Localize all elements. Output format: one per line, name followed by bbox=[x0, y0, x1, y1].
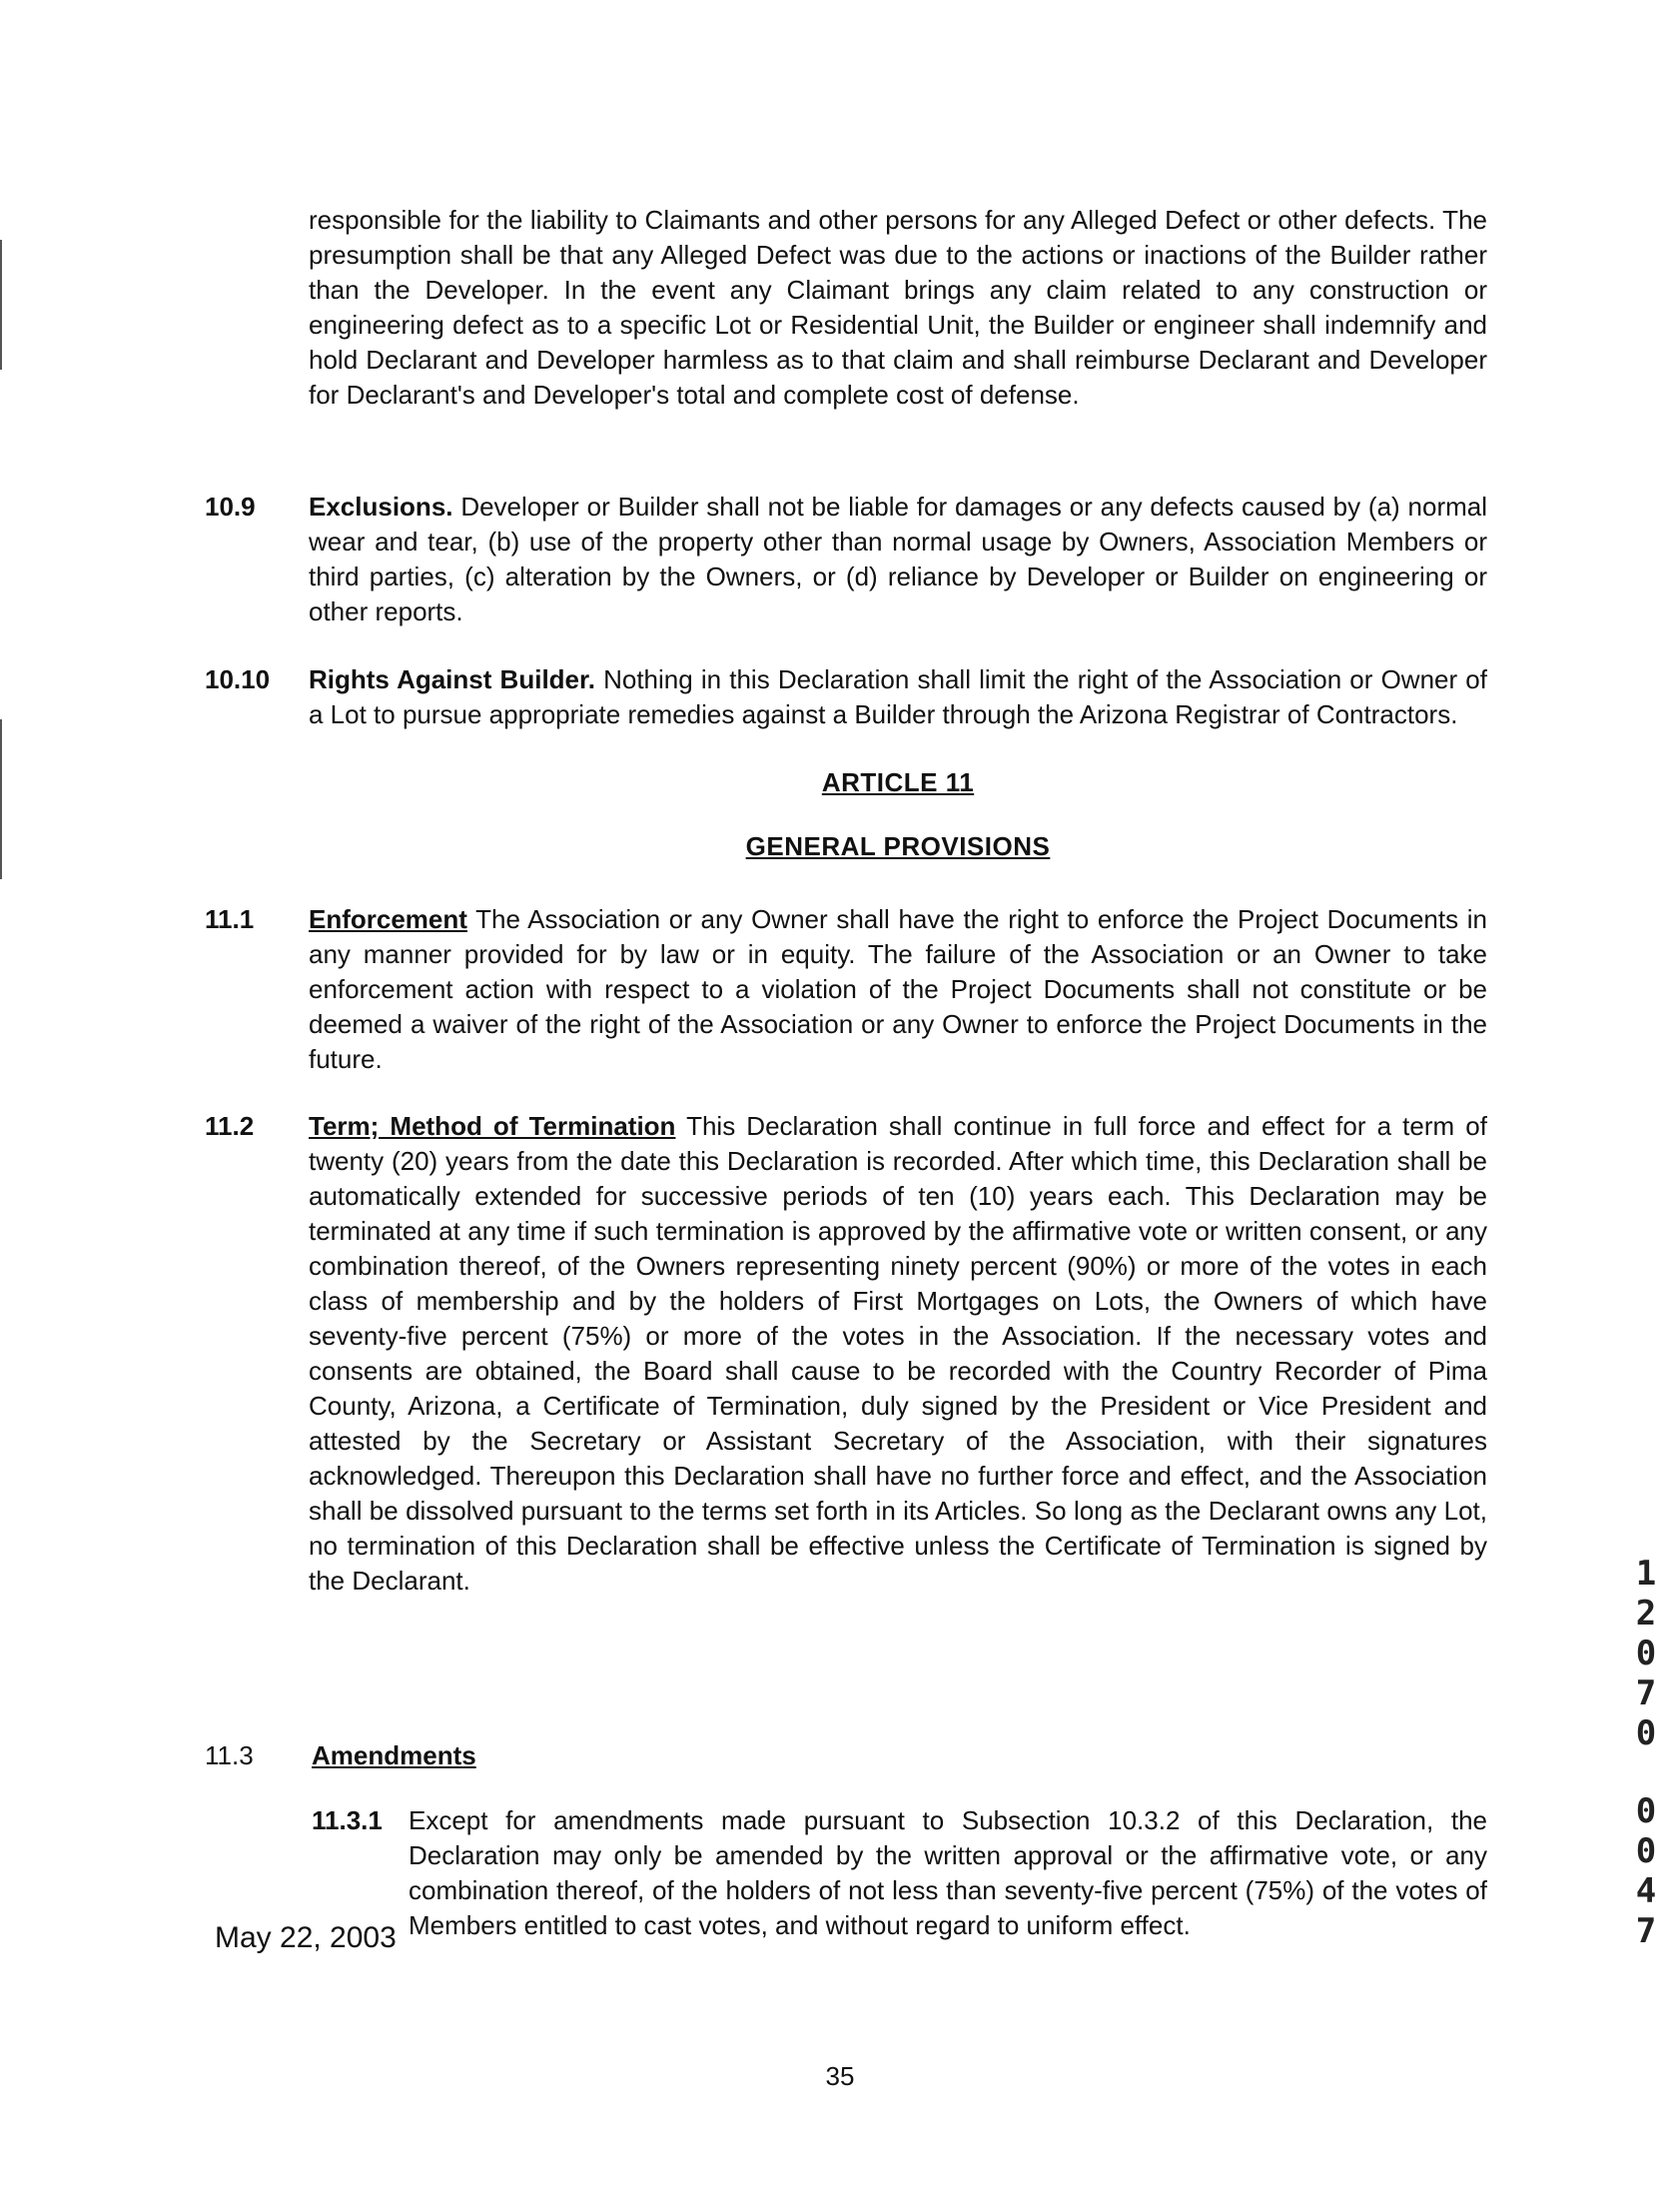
stamp-digit: 0 bbox=[1635, 1831, 1657, 1871]
section-heading-amendments: Amendments bbox=[312, 1740, 476, 1770]
stamp-gap bbox=[1626, 1753, 1666, 1791]
article-title: ARTICLE 11 bbox=[821, 767, 975, 797]
section-number-11-1: 11.1 bbox=[205, 904, 255, 934]
stamp-digit: 1 bbox=[1635, 1554, 1657, 1594]
stamp-digit: 7 bbox=[1635, 1673, 1657, 1713]
section-11-1 bbox=[309, 902, 1487, 1077]
section-text: Developer or Builder shall not be liable for damages or any defects caused by (a) normal wear and tear, (b) use of the property other than normal usage by Owners, Association Members or third parties, (c) alteration by the Owners, or (d) reliance by Developer or Builder on engineering or other reports. bbox=[309, 492, 1487, 626]
section-heading-rights-against-builder: Rights Against Builder. bbox=[309, 664, 595, 694]
section-number-11-3: 11.3 bbox=[205, 1740, 254, 1770]
stamp-digit: 0 bbox=[1635, 1791, 1657, 1831]
scan-mark bbox=[0, 719, 2, 879]
section-heading-term-method-of-termination: Term; Method of Termination bbox=[309, 1111, 676, 1141]
section-number-10-10: 10.10 bbox=[205, 664, 271, 694]
subsection-number: 11.3.1 bbox=[312, 1805, 383, 1835]
subsection-number-11-3-1 bbox=[312, 1803, 402, 1838]
article-subtitle: GENERAL PROVISIONS bbox=[745, 831, 1051, 861]
section-10-10 bbox=[309, 662, 1487, 732]
section-number-11-2: 11.2 bbox=[205, 1111, 255, 1141]
section-11-3 bbox=[312, 1738, 476, 1773]
section-11-2 bbox=[309, 1109, 1487, 1599]
section-text: This Declaration shall continue in full force and effect for a term of twenty (20) years from the date this Declaration is recorded. After which time, this Declaration shall be automatically extended for successive periods of ten (10) years each. This Declaration may be terminated at any time if such termination is approved by the affirmative vote or written consent, or any combination thereof, of the Owners representing ninety percent (90%) or more of the votes in each class of membership and by the holders of First Mortgages on Lots, the Owners of which have seventy-five percent (75%) or more of the votes in the Association. If the necessary votes and consents are obtained, the Board shall cause to be recorded with the Country Recorder of Pima County, Arizona, a Certificate of Termination, duly signed by the President or Vice President and attested by the Secretary or Assistant Secretary of the Association, with their signatures acknowledged. Thereupon this Declaration shall have no further force and effect, and the Association shall be dissolved pursuant to the terms set forth in its Articles. So long as the Declarant owns any Lot, no termination of this Declaration shall be effective unless the Certificate of Termination is signed by the Declarant. bbox=[309, 1111, 1487, 1596]
recording-stamp bbox=[1626, 1554, 1666, 1951]
section-number-10-9: 10.9 bbox=[205, 492, 256, 522]
stamp-digit: 4 bbox=[1635, 1871, 1657, 1911]
stamp-digit: 7 bbox=[1635, 1911, 1657, 1951]
section-10-9 bbox=[309, 490, 1487, 629]
stamp-digit: 2 bbox=[1635, 1594, 1657, 1634]
section-heading-enforcement: Enforcement bbox=[309, 904, 467, 934]
section-heading-exclusions: Exclusions. bbox=[309, 492, 453, 522]
scan-mark bbox=[0, 240, 2, 370]
page-number: 35 bbox=[825, 2061, 855, 2091]
stamp-digit: 0 bbox=[1635, 1713, 1657, 1753]
footer-date: May 22, 2003 bbox=[215, 1921, 397, 1954]
section-text: Nothing in this Declaration shall limit the right of the Association or Owner of a Lot to pursue appropriate remedies against a Builder through the Arizona Registrar of Contractors. bbox=[309, 664, 1487, 729]
continuation-paragraph: responsible for the liability to Claimants and other persons for any Alleged Defect or other defects. The presumption shall be that any Alleged Defect was due to the actions or inactions of the Builder rather than the Developer. In the event any Claimant brings any claim related to any construction or engineering defect as to a specific Lot or Residential Unit, the Builder or engineer shall indemnify and hold Declarant and Developer harmless as to that claim and shall reimburse Declarant and Developer for Declarant's and Developer's total and complete cost of defense. bbox=[309, 205, 1487, 410]
stamp-digit: 0 bbox=[1635, 1634, 1657, 1673]
section-text: The Association or any Owner shall have the right to enforce the Project Documents in any manner provided for by law or in equity. The failure of the Association or an Owner to take enforcement action with respect to a violation of the Project Documents shall not constitute or be deemed a waiver of the right of the Association or any Owner to enforce the Project Documents in the future. bbox=[309, 904, 1487, 1074]
subsection-11-3-1: Except for amendments made pursuant to Subsection 10.3.2 of this Declaration, the Declaration may only be amended by the written approval or the affirmative vote, or any combination thereof, of the holders of not less than seventy-five percent (75%) of the votes of Members entitled to cast votes, and without regard to uniform effect. bbox=[409, 1805, 1487, 1940]
